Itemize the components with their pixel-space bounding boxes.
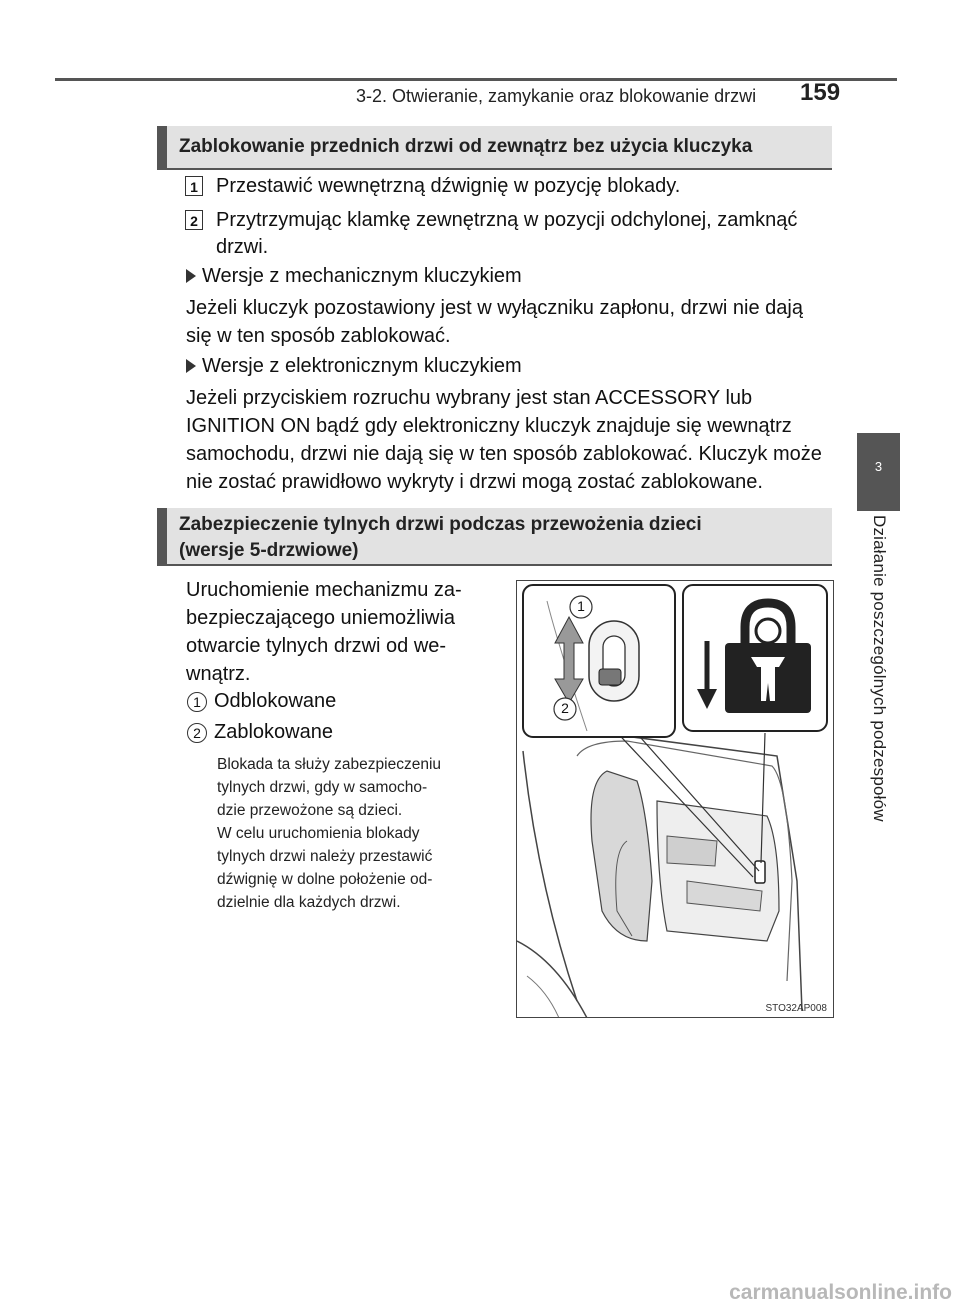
intro-line: bezpieczającego uniemożliwia bbox=[186, 607, 456, 629]
paragraph-line: się w ten sposób zablokować. bbox=[186, 325, 451, 347]
item-label: Zablokowane bbox=[214, 721, 333, 743]
step-text: Przestawić wewnętrzną dźwignię w pozycję blokady. bbox=[216, 175, 681, 197]
note-line: dzie przewożone są dzieci. bbox=[217, 802, 403, 819]
item-number-circle: 2 bbox=[187, 723, 207, 743]
step-number: 2 bbox=[185, 210, 203, 230]
figure-callout-1: 1 bbox=[577, 598, 585, 614]
section2-title-line1: Zabezpieczenie tylnych drzwi podczas przewożenia dzieci bbox=[179, 514, 702, 535]
paragraph-line: Jeżeli przyciskiem rozruchu wybrany jest stan ACCESSORY lub bbox=[186, 387, 753, 409]
header-rule bbox=[55, 78, 897, 81]
bullet-triangle-icon bbox=[186, 269, 196, 283]
note-line: Blokada ta służy zabezpieczeniu bbox=[217, 756, 442, 773]
note-text bbox=[217, 753, 492, 914]
watermark: carmanualsonline.info bbox=[729, 1281, 952, 1304]
item-number-circle: 1 bbox=[187, 692, 207, 712]
section2-title bbox=[157, 508, 832, 566]
header-section-title: 3-2. Otwieranie, zamykanie oraz blokowanie drzwi bbox=[356, 86, 757, 106]
chapter-tab bbox=[857, 433, 900, 511]
figure-code: STO32AP008 bbox=[765, 1003, 827, 1014]
bullet-triangle-icon bbox=[186, 359, 196, 373]
note-line: tylnych drzwi należy przestawić bbox=[217, 848, 433, 865]
section1-title: Zablokowanie przednich drzwi od zewnątrz bez użycia kluczyka bbox=[157, 126, 832, 170]
paragraph-line: samochodu, drzwi nie dają się w ten sposób zablokować. Kluczyk może bbox=[186, 443, 822, 465]
step-number: 1 bbox=[185, 176, 203, 196]
intro-line: otwarcie tylnych drzwi od we- bbox=[186, 635, 447, 657]
intro-line: Uruchomienie mechanizmu za- bbox=[186, 579, 462, 601]
section2-title-line2: (wersje 5-drzwiowe) bbox=[179, 540, 359, 561]
paragraph-line: Jeżeli kluczyk pozostawiony jest w wyłączniku zapłonu, drzwi nie dają bbox=[186, 297, 803, 319]
page-number: 159 bbox=[800, 79, 841, 106]
step-text: Przytrzymując klamkę zewnętrzną w pozycji odchylonej, zamknąć bbox=[216, 209, 798, 231]
intro-line: wnątrz. bbox=[186, 663, 251, 685]
note-line: tylnych drzwi, gdy w samocho- bbox=[217, 779, 428, 796]
figure-callout-2: 2 bbox=[561, 700, 569, 716]
item-label: Odblokowane bbox=[214, 690, 337, 712]
note-line: dzielnie dla każdych drzwi. bbox=[217, 894, 401, 911]
variant-title: Wersje z elektronicznym kluczykiem bbox=[202, 355, 522, 377]
paragraph-line: nie zostać prawidłowo wykryty i drzwi mogą zostać zablokowane. bbox=[186, 471, 763, 493]
figure-illustration bbox=[517, 581, 834, 1018]
note-line: W celu uruchomienia blokady bbox=[217, 825, 420, 842]
variant-title: Wersje z mechanicznym kluczykiem bbox=[202, 265, 522, 287]
chapter-number: 3 bbox=[874, 459, 883, 474]
chapter-label: Działanie poszczególnych podzespołów bbox=[870, 515, 889, 822]
step-text-cont: drzwi. bbox=[216, 236, 269, 258]
door-lock-figure bbox=[516, 580, 834, 1018]
paragraph-line: IGNITION ON bądź gdy elektroniczny kluczyk znajduje się wewnątrz bbox=[186, 415, 792, 437]
note-line: dźwignię w dolne położenie od- bbox=[217, 871, 433, 888]
